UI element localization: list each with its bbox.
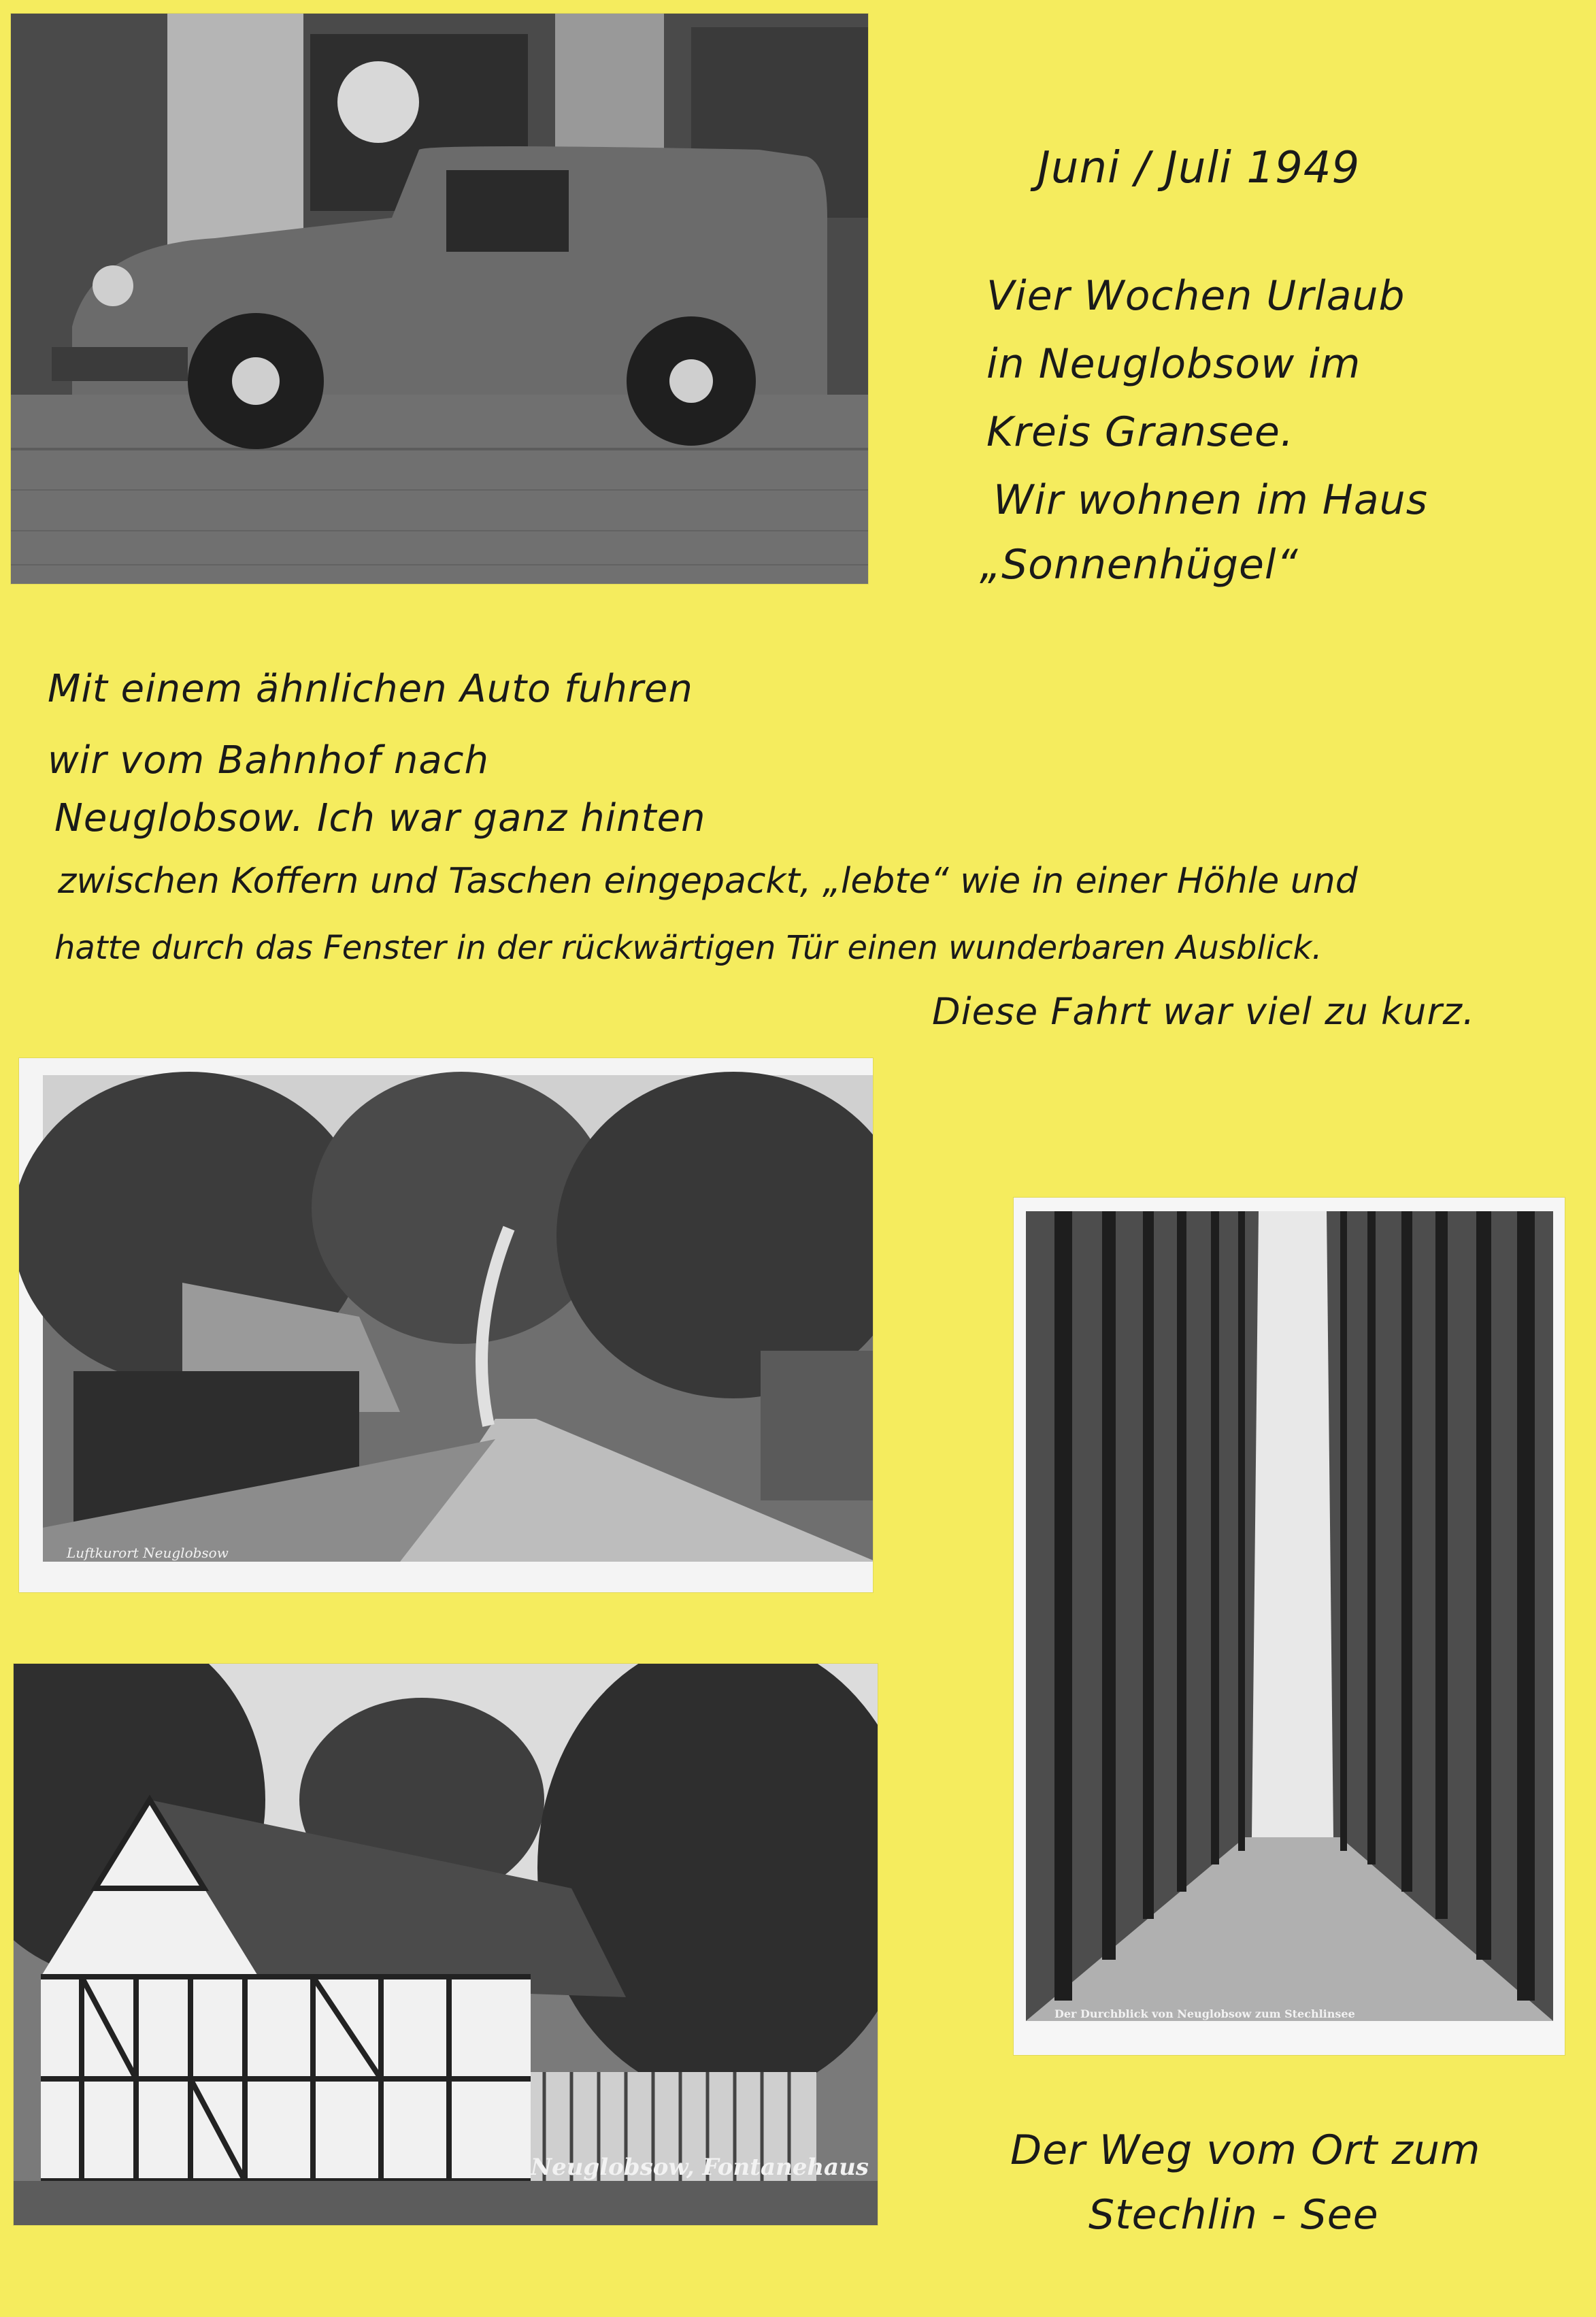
- forest-note-line: Stechlin - See: [1088, 2191, 1379, 2239]
- village-street-photo: [19, 1058, 873, 1592]
- fontanehaus-caption: Neuglobsow, Fontanehaus: [531, 2154, 869, 2181]
- story-line: Neuglobsow. Ich war ganz hinten: [54, 796, 706, 840]
- village-street-caption: Luftkurort Neuglobsow: [67, 1545, 229, 1561]
- story-line: hatte durch das Fenster in der rückwärtigen Tür einen wunderbaren Ausblick.: [54, 929, 1323, 967]
- forest-note-line: Der Weg vom Ort zum: [1010, 2126, 1481, 2174]
- van-photo: [11, 14, 868, 584]
- intro-line: Vier Wochen Urlaub: [986, 272, 1406, 320]
- story-line: zwischen Koffern und Taschen eingepackt, „lebte“ wie in einer Höhle und: [58, 861, 1358, 902]
- story-line: Diese Fahrt war viel zu kurz.: [932, 990, 1476, 1033]
- story-line: wir vom Bahnhof nach: [48, 738, 490, 783]
- forest-path-caption: Der Durchblick von Neuglobsow zum Stechlinsee: [1054, 2007, 1355, 2020]
- fontanehaus-photo: [14, 1664, 878, 2225]
- intro-line: Kreis Gransee.: [986, 408, 1295, 456]
- forest-path-photo: [1014, 1198, 1565, 2055]
- intro-line: in Neuglobsow im: [986, 340, 1361, 388]
- story-line: Mit einem ähnlichen Auto fuhren: [48, 667, 693, 711]
- intro-line: Wir wohnen im Haus: [993, 476, 1428, 524]
- intro-line: „Sonnenhügel“: [980, 541, 1299, 589]
- date-heading: Juni / Juli 1949: [1037, 143, 1361, 193]
